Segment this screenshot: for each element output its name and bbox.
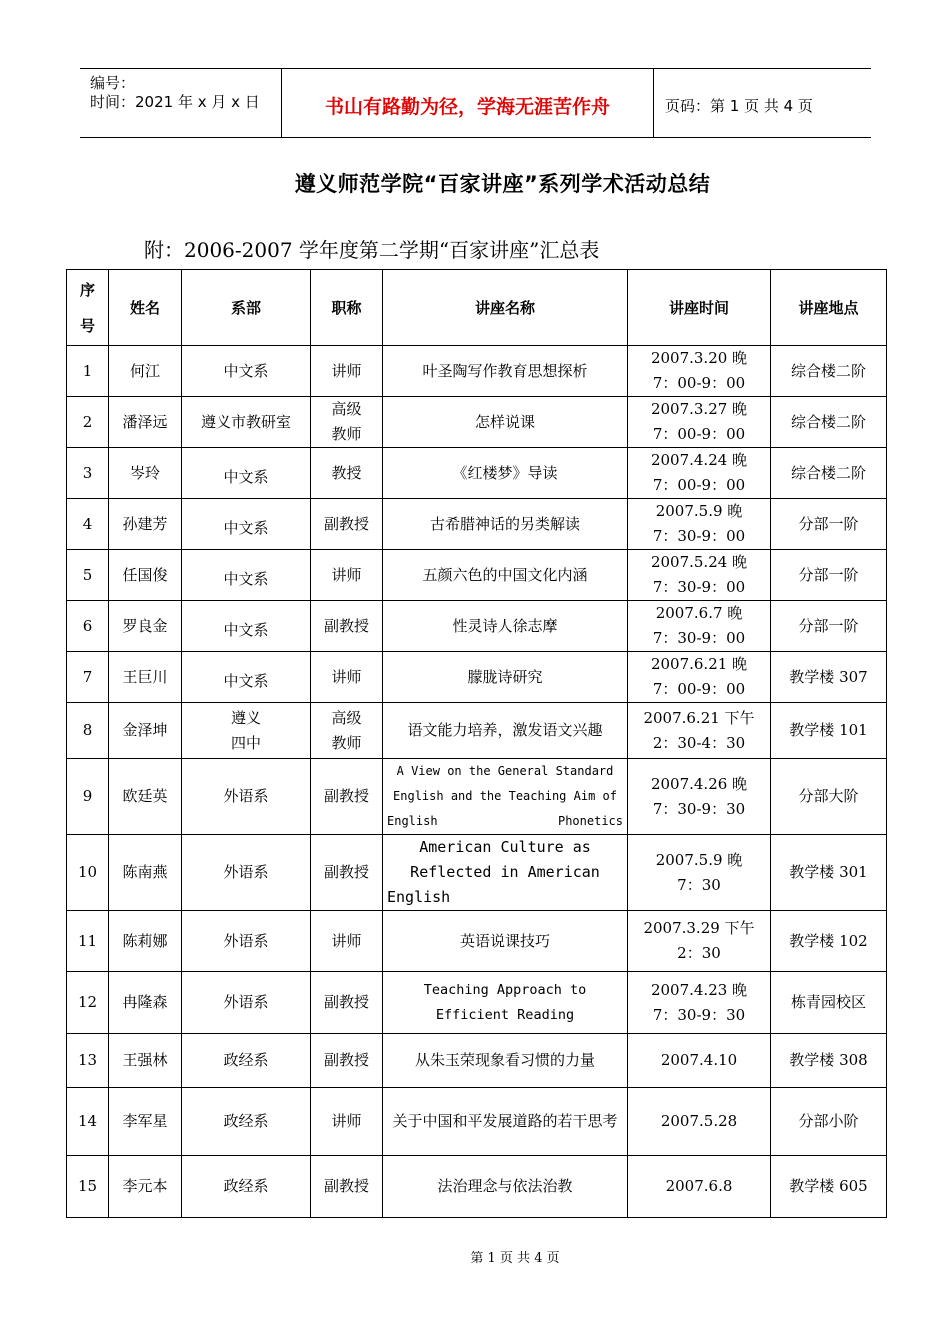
cell-place: 栋青园校区 [771,972,887,1034]
cell-place: 综合楼二阶 [771,346,887,397]
cell-no: 6 [67,601,109,652]
cell-topic: American Culture as Reflected in American English [383,835,628,911]
cell-name: 李元本 [109,1156,182,1218]
cell-name: 王强林 [109,1034,182,1088]
cell-dept: 政经系 [182,1156,311,1218]
table-row [67,499,887,550]
cell-title: 讲师 [311,911,383,972]
cell-topic: 朦胧诗研究 [383,652,628,703]
cell-title: 副教授 [311,1034,383,1088]
cell-no: 14 [67,1088,109,1156]
cell-time: 2007.4.24 晚 7：00-9：00 [628,448,771,499]
header-meta [80,69,281,137]
cell-topic: A View on the General Standard English and the Teaching Aim of English Phonetics [383,759,628,835]
time-label: 时间：2021 年 x 月 x 日 [90,93,260,111]
header-place: 讲座地点 [771,270,887,346]
page-footer [0,1247,950,1266]
table-row [67,1088,887,1156]
cell-dept: 中文系 [182,652,311,703]
cell-no: 3 [67,448,109,499]
cell-title: 副教授 [311,759,383,835]
cell-time: 2007.5.24 晚 7：30-9：00 [628,550,771,601]
table-row [67,703,887,759]
cell-time: 2007.5.9 晚 7：30 [628,835,771,911]
cell-name: 陈南燕 [109,835,182,911]
table-row [67,1034,887,1088]
cell-no: 11 [67,911,109,972]
cell-no: 12 [67,972,109,1034]
header-time: 讲座时间 [628,270,771,346]
cell-dept: 外语系 [182,972,311,1034]
table-row [67,346,887,397]
cell-dept: 政经系 [182,1088,311,1156]
header-motto: 书山有路勤为径，学海无涯苦作舟 [281,69,654,137]
cell-name: 罗良金 [109,601,182,652]
cell-name: 任国俊 [109,550,182,601]
table-caption: 附：2006-2007 学年度第二学期“百家讲座”汇总表 [144,238,600,262]
table-row [67,550,887,601]
cell-topic: 《红楼梦》导读 [383,448,628,499]
cell-time: 2007.3.20 晚 7：00-9：00 [628,346,771,397]
cell-no: 4 [67,499,109,550]
cell-topic: 性灵诗人徐志摩 [383,601,628,652]
cell-no: 13 [67,1034,109,1088]
header-no: 序 号 [67,270,109,346]
cell-no: 9 [67,759,109,835]
cell-time: 2007.6.8 [628,1156,771,1218]
table-row [67,1156,887,1218]
cell-dept: 遵义市教研室 [182,397,311,448]
cell-place: 教学楼 101 [771,703,887,759]
cell-no: 15 [67,1156,109,1218]
cell-title: 教授 [311,448,383,499]
cell-dept: 中文系 [182,346,311,397]
cell-topic: 关于中国和平发展道路的若干思考 [383,1088,628,1156]
cell-dept: 遵义 四中 [182,703,311,759]
cell-topic: 古希腊神话的另类解读 [383,499,628,550]
cell-place: 分部大阶 [771,759,887,835]
table-row [67,911,887,972]
cell-name: 冉隆森 [109,972,182,1034]
cell-place: 教学楼 307 [771,652,887,703]
cell-no: 1 [67,346,109,397]
cell-time: 2007.3.29 下午 2：30 [628,911,771,972]
cell-time: 2007.3.27 晚 7：00-9：00 [628,397,771,448]
cell-time: 2007.4.10 [628,1034,771,1088]
cell-time: 2007.6.7 晚 7：30-9：00 [628,601,771,652]
cell-dept: 外语系 [182,911,311,972]
number-label: 编号： [90,74,136,92]
cell-time: 2007.5.28 [628,1088,771,1156]
cell-title: 讲师 [311,1088,383,1156]
cell-dept: 中文系 [182,499,311,550]
cell-name: 潘泽远 [109,397,182,448]
table-body [67,346,887,1218]
cell-time: 2007.4.26 晚 7：30-9：30 [628,759,771,835]
cell-topic: 语文能力培养，激发语文兴趣 [383,703,628,759]
cell-place: 综合楼二阶 [771,448,887,499]
cell-topic: Teaching Approach to Efficient Reading [383,972,628,1034]
cell-title: 副教授 [311,499,383,550]
header-title: 职称 [311,270,383,346]
cell-topic: 五颜六色的中国文化内涵 [383,550,628,601]
table-row [67,972,887,1034]
cell-title: 高级 教师 [311,703,383,759]
cell-topic: 叶圣陶写作教育思想探析 [383,346,628,397]
cell-time: 2007.6.21 晚 7：00-9：00 [628,652,771,703]
cell-no: 2 [67,397,109,448]
cell-place: 教学楼 605 [771,1156,887,1218]
header-dept: 系部 [182,270,311,346]
cell-time: 2007.5.9 晚 7：30-9：00 [628,499,771,550]
cell-name: 孙建芳 [109,499,182,550]
page-header [80,68,871,138]
table-row [67,652,887,703]
cell-name: 何江 [109,346,182,397]
cell-no: 5 [67,550,109,601]
cell-topic: 法治理念与依法治教 [383,1156,628,1218]
table-row [67,759,887,835]
table-row [67,448,887,499]
cell-name: 欧廷英 [109,759,182,835]
cell-topic: 怎样说课 [383,397,628,448]
cell-place: 分部一阶 [771,601,887,652]
header-topic: 讲座名称 [383,270,628,346]
cell-name: 王巨川 [109,652,182,703]
document-title-text: 遵义师范学院“百家讲座”系列学术活动总结 [294,172,711,196]
header-page-label: 页码：第 1 页 共 4 页 [665,96,813,115]
cell-dept: 中文系 [182,448,311,499]
cell-time: 2007.4.23 晚 7：30-9：30 [628,972,771,1034]
cell-title: 副教授 [311,972,383,1034]
header-name: 姓名 [109,270,182,346]
cell-no: 10 [67,835,109,911]
cell-place: 教学楼 102 [771,911,887,972]
cell-topic: 从朱玉荣现象看习惯的力量 [383,1034,628,1088]
cell-name: 陈莉娜 [109,911,182,972]
cell-name: 李军星 [109,1088,182,1156]
cell-title: 副教授 [311,835,383,911]
cell-dept: 中文系 [182,601,311,652]
cell-place: 分部一阶 [771,499,887,550]
cell-place: 分部一阶 [771,550,887,601]
cell-no: 8 [67,703,109,759]
table-header-row [67,270,887,346]
cell-place: 教学楼 301 [771,835,887,911]
cell-title: 副教授 [311,601,383,652]
cell-title: 讲师 [311,550,383,601]
cell-name: 岑玲 [109,448,182,499]
cell-place: 综合楼二阶 [771,397,887,448]
cell-place: 教学楼 308 [771,1034,887,1088]
cell-title: 讲师 [311,652,383,703]
cell-title: 副教授 [311,1156,383,1218]
cell-place: 分部小阶 [771,1088,887,1156]
cell-title: 高级 教师 [311,397,383,448]
table-row [67,601,887,652]
cell-time: 2007.6.21 下午 2：30-4：30 [628,703,771,759]
cell-title: 讲师 [311,346,383,397]
cell-dept: 政经系 [182,1034,311,1088]
cell-dept: 外语系 [182,759,311,835]
table-row [67,835,887,911]
footer-text: 第 1 页 共 4 页 [470,1251,560,1266]
cell-dept: 中文系 [182,550,311,601]
table-row [67,397,887,448]
lecture-table [66,269,887,1218]
cell-no: 7 [67,652,109,703]
document-title [0,168,950,198]
cell-dept: 外语系 [182,835,311,911]
cell-topic: 英语说课技巧 [383,911,628,972]
cell-name: 金泽坤 [109,703,182,759]
